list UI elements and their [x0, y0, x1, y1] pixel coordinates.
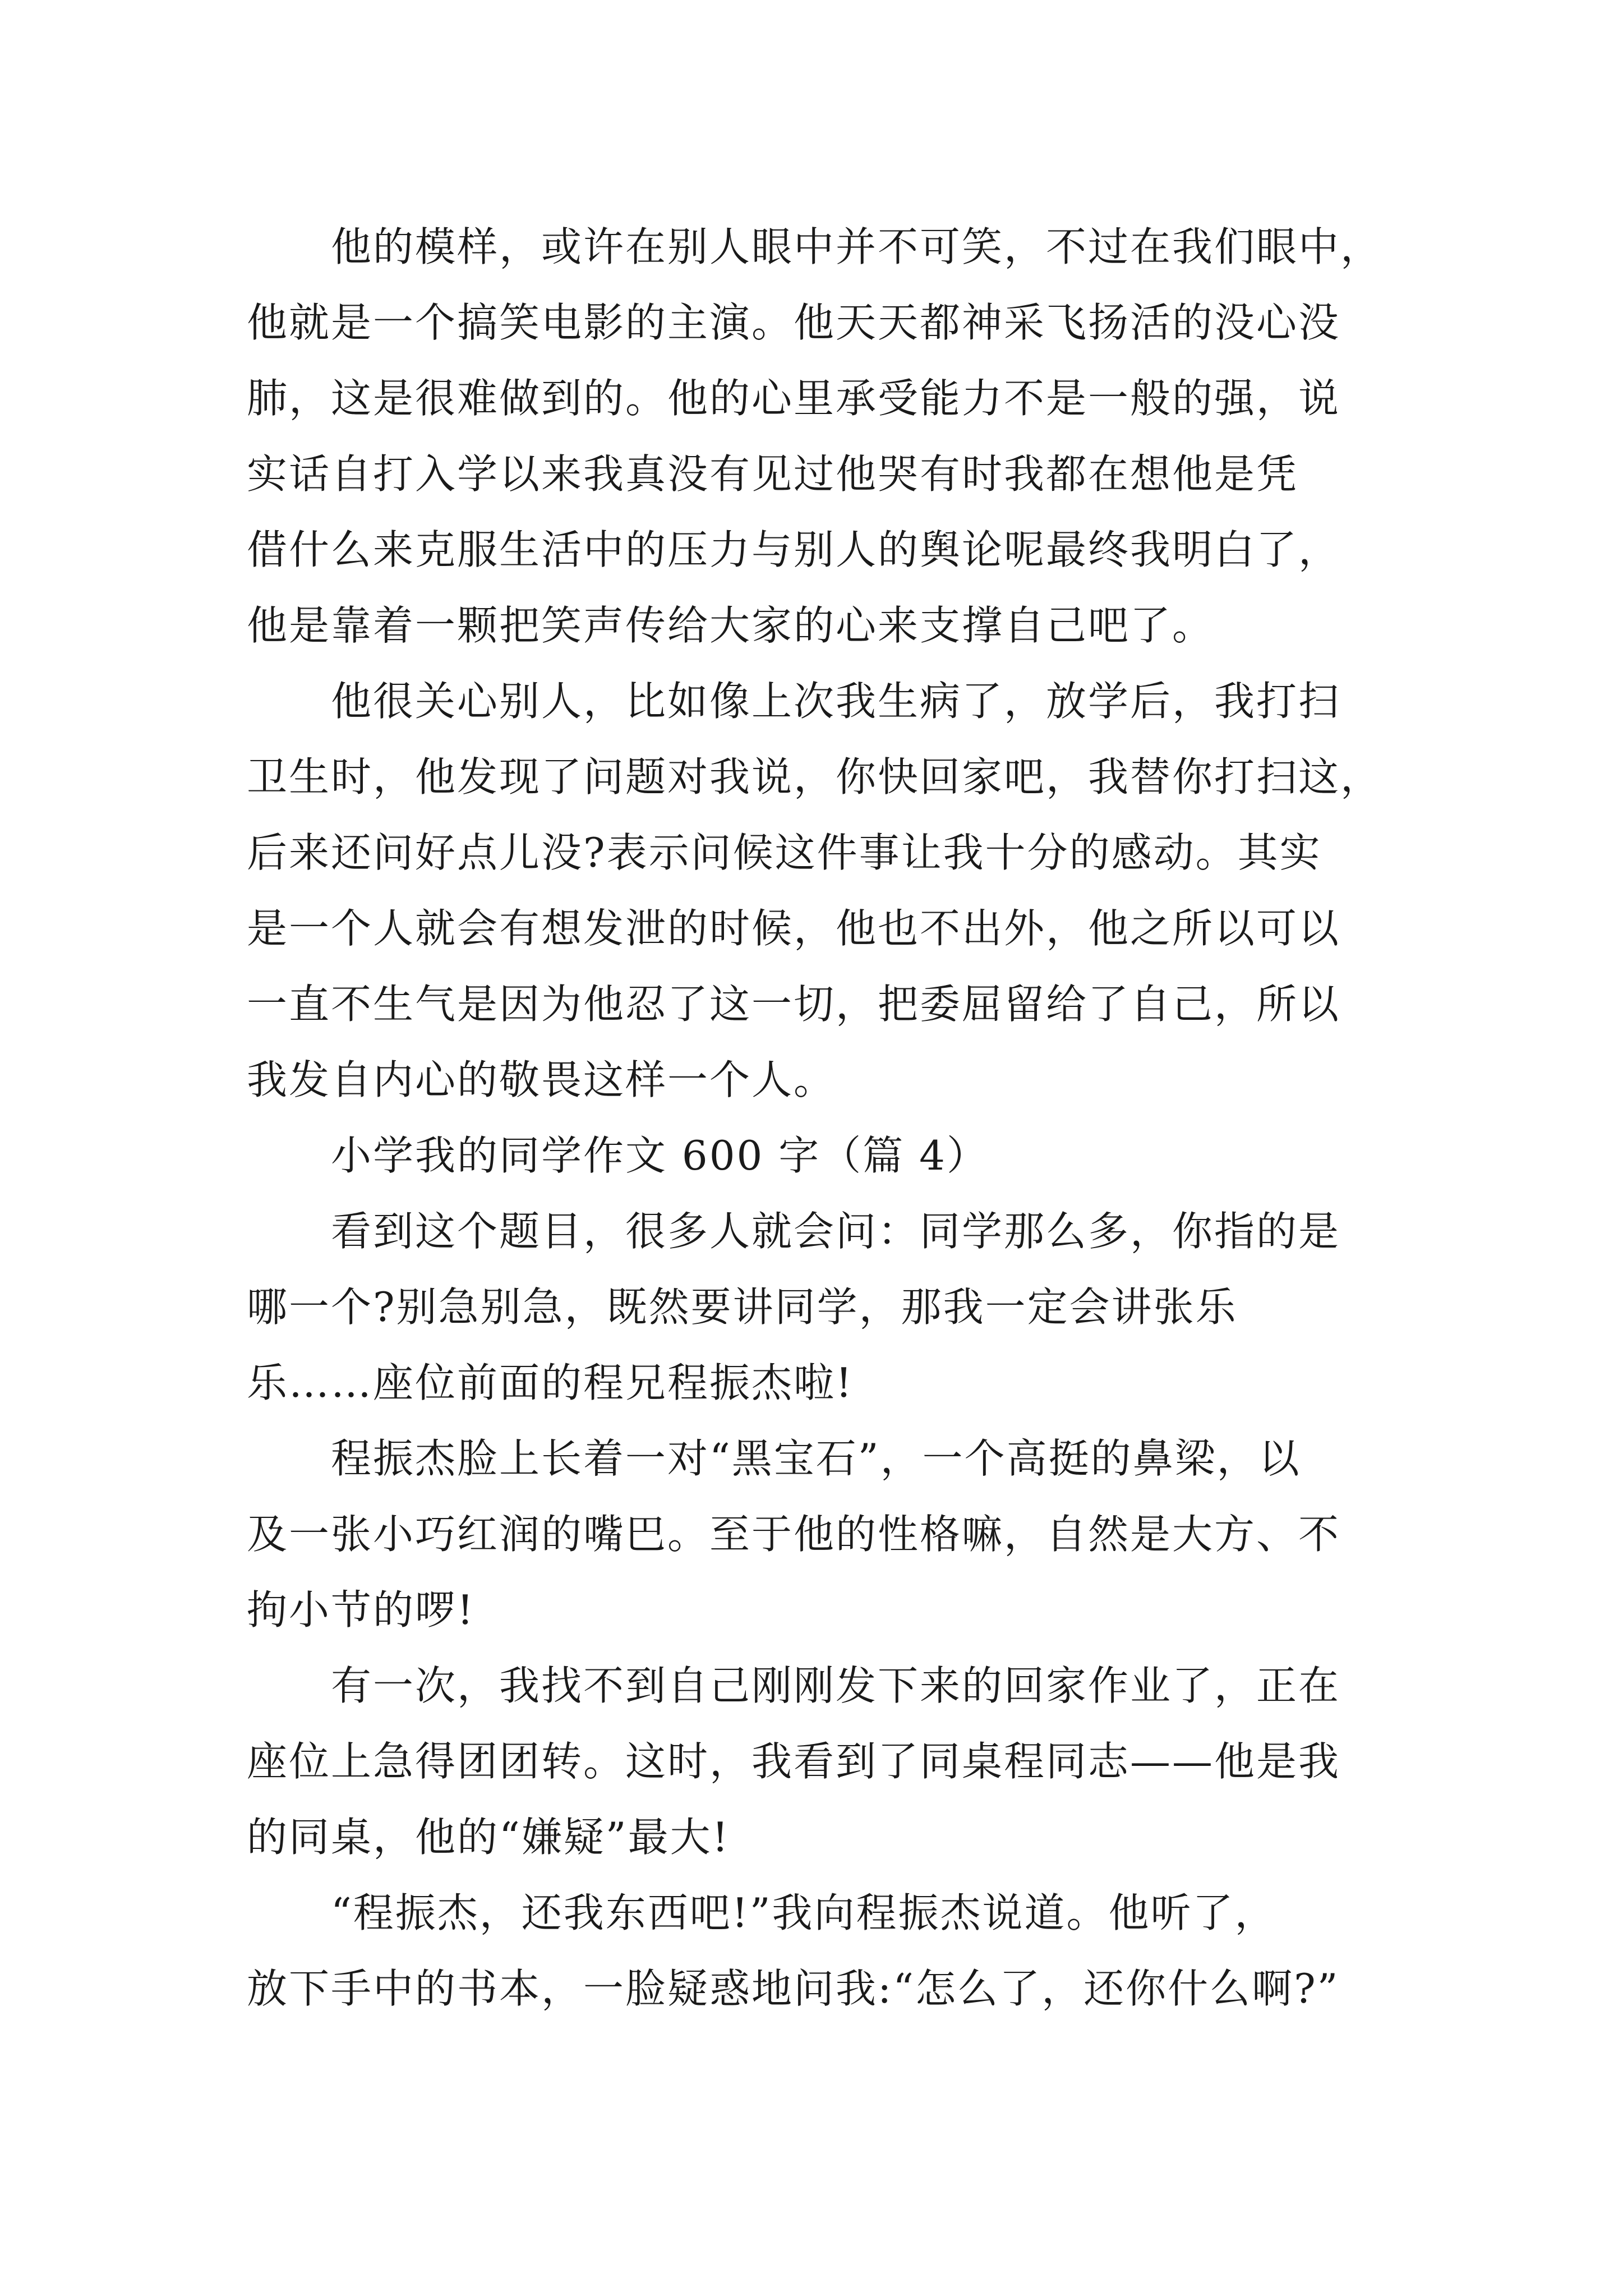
- text-line: 的同桌，他的“嫌疑”最大!: [247, 1814, 730, 1861]
- text-line: 哪一个?别急别急，既然要讲同学，那我一定会讲张乐: [247, 1283, 1238, 1331]
- text-line: 座位上急得团团转。这时，我看到了同桌程同志——他是我: [247, 1738, 1341, 1785]
- text-line: 拘小节的啰!: [247, 1586, 475, 1634]
- text-line: 实话自打入学以来我真没有见过他哭有时我都在想他是凭: [247, 450, 1299, 498]
- text-line: 乐……座位前面的程兄程振杰啦!: [247, 1359, 854, 1406]
- text-line: 后来还问好点儿没?表示问候这件事让我十分的感动。其实: [247, 829, 1322, 876]
- text-line: 他就是一个搞笑电影的主演。他天天都神采飞扬活的没心没: [247, 299, 1341, 346]
- text-line: 他很关心别人，比如像上次我生病了，放学后，我打扫: [331, 678, 1341, 725]
- section-heading: 小学我的同学作文 600 字（篇 4）: [331, 1132, 989, 1179]
- text-line: 是一个人就会有想发泄的时候，他也不出外，他之所以可以: [247, 905, 1341, 952]
- text-line: 有一次，我找不到自己刚刚发下来的回家作业了，正在: [331, 1662, 1341, 1709]
- text-line: 卫生时，他发现了问题对我说，你快回家吧，我替你打扫这，: [247, 753, 1383, 800]
- text-line: 他的模样，或许在别人眼中并不可笑，不过在我们眼中，: [331, 223, 1383, 270]
- text-line: “程振杰，还我东西吧!”我向程振杰说道。他听了，: [331, 1889, 1277, 1936]
- text-line: 肺，这是很难做到的。他的心里承受能力不是一般的强，说: [247, 375, 1341, 422]
- text-line: 我发自内心的敬畏这样一个人。: [247, 1056, 836, 1103]
- text-line: 他是靠着一颗把笑声传给大家的心来支撑自己吧了。: [247, 602, 1215, 649]
- text-line: 程振杰脸上长着一对“黑宝石”，一个高挺的鼻梁，以: [331, 1435, 1301, 1482]
- text-line: 放下手中的书本，一脸疑惑地问我:“怎么了，还你什么啊?”: [247, 1965, 1340, 2012]
- text-line: 借什么来克服生活中的压力与别人的舆论呢最终我明白了，: [247, 526, 1341, 573]
- text-line: 一直不生气是因为他忍了这一切，把委屈留给了自己，所以: [247, 981, 1341, 1028]
- text-line: 看到这个题目，很多人就会问：同学那么多，你指的是: [331, 1208, 1341, 1255]
- text-line: 及一张小巧红润的嘴巴。至于他的性格嘛，自然是大方、不: [247, 1511, 1341, 1558]
